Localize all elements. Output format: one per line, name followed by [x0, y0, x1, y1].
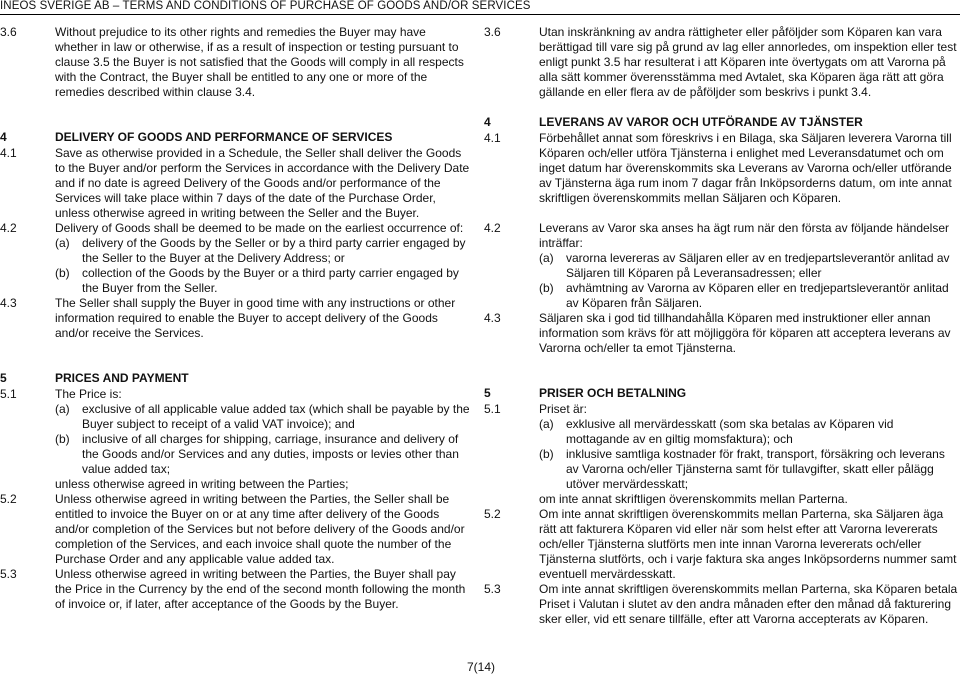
clause-number: 4.3	[0, 296, 17, 310]
clause-text: Leverans av Varor ska anses ha ägt rum när den första av följande händelser inträffar:	[539, 221, 950, 250]
section-title: PRISER OCH BETALNING	[539, 386, 687, 400]
clause-text: Förbehållet annat som föreskrivs i en Bilaga, ska Säljaren leverera Varorna till Köparen och/eller utföra Tjänsterna i enlighet med Leveransdatumet och om inget datum har överenskommits ska Leverans av Varorna och/eller utförande av Tjänsterna äga rum inom 7 dagar från Inköpsorderns datum, om inte annat skriftligen överenskommits mellan Säljaren och Köparen.	[539, 131, 952, 205]
sub-item-a	[55, 402, 470, 432]
clause-5-2	[484, 507, 960, 582]
clause-number: 5.3	[0, 567, 17, 581]
clause-text: Without prejudice to its other rights and remedies the Buyer may have whether in law or otherwise, if as a result of inspection or testing pursuant to clause 3.5 the Buyer is not satisfied that the Goods will comply in all respects with the Contract, the Buyer shall be entitled to any one or more of the remedies described within clause 3.4.	[55, 25, 464, 99]
clause-text: Unless otherwise agreed in writing between the Parties, the Seller shall be entitled to invoice the Buyer on or at any time after delivery of the Goods and/or completion of the Services but not before delivery of the Goods and/or completion of the Services, and each invoice shall quote the number of the Purchase Order and any applicable value added tax.	[55, 492, 465, 566]
sub-item-text: inklusive samtliga kostnader för frakt, transport, försäkring och leverans av Varorna och/eller Tjänsterna samt för tullavgifter, skatt eller pålägg utöver mervärdesskatt;	[566, 447, 945, 491]
clause-number: 5.3	[484, 582, 501, 596]
clause-text: The Seller shall supply the Buyer in good time with any instructions or other information required to enable the Buyer to accept delivery of the Goods and/or receive the Services.	[55, 296, 456, 340]
clause-number: 3.6	[0, 25, 17, 39]
clause-number: 4.2	[484, 221, 501, 235]
sub-item-text: exklusive all mervärdesskatt (som ska betalas av Köparen vid mottagande av en giltig momsfaktura); och	[566, 417, 894, 446]
sub-item-letter: (b)	[539, 447, 554, 461]
section-title: DELIVERY OF GOODS AND PERFORMANCE OF SERVICES	[55, 130, 393, 144]
clause-4-3	[484, 311, 960, 356]
clause-text: Om inte annat skriftligen överenskommits mellan Parterna, ska Köparen betala Priset i Valutan i slutet av den andra månaden efter den månad då fakturering sker eller, vid ett senare tillfälle, efter att Varorna accepterats av Köparen.	[539, 582, 958, 626]
sub-item-letter: (b)	[55, 266, 70, 280]
sub-item-a	[55, 236, 470, 266]
clause-text: Säljaren ska i god tid tillhandahålla Köparen med instruktioner eller annan information som krävs för att möjliggöra för köparen att acceptera leverans av Varorna och/eller ta emot Tjänsterna.	[539, 311, 951, 355]
sub-item-letter: (a)	[539, 251, 554, 265]
sub-item-letter: (a)	[55, 402, 70, 416]
clause-number: 5.2	[0, 492, 17, 506]
clause-number: 4.2	[0, 221, 17, 235]
clause-5-3	[484, 582, 960, 627]
section-title: LEVERANS AV VAROR OCH UTFÖRANDE AV TJÄNSTER	[539, 115, 863, 129]
clause-text: Priset är:	[539, 402, 588, 416]
clause-5-1	[0, 387, 470, 492]
clause-number: 5.1	[0, 387, 17, 401]
sub-item-a	[539, 417, 960, 447]
clause-number: 4.1	[0, 146, 17, 160]
sub-item-text: delivery of the Goods by the Seller or by a third party carrier engaged by the Seller to the Buyer at the Delivery Address; or	[82, 236, 466, 265]
clause-text: Save as otherwise provided in a Schedule, the Seller shall deliver the Goods to the Buyer and/or perform the Services in accordance with the Delivery Date and if no date is agreed Delivery of the Goods and/or performance of the Services will take place within 7 days of the date of the Purchase Order, unless otherwise agreed in writing between the Seller and the Buyer.	[55, 146, 470, 220]
sub-item-text: inclusive of all charges for shipping, carriage, insurance and delivery of the Goods and/or Services and any duties, imposts or levies other than value added tax;	[82, 432, 459, 476]
section-5-heading	[0, 371, 470, 386]
english-column	[0, 25, 470, 612]
clause-4-3	[0, 296, 470, 341]
clause-number: 5.1	[484, 402, 501, 416]
page-header: INEOS SVERIGE AB – TERMS AND CONDITIONS OF PURCHASE OF GOODS AND/OR SERVICES	[0, 0, 531, 12]
section-number: 4	[484, 115, 491, 129]
clause-5-1	[484, 402, 960, 507]
clause-3-6	[484, 25, 960, 100]
swedish-column	[484, 25, 960, 627]
sub-item-letter: (b)	[539, 281, 554, 295]
sub-item-text: avhämtning av Varorna av Köparen eller en tredjepartsleverantör anlitad av Köparen från Säljaren.	[566, 281, 949, 310]
clause-number: 3.6	[484, 25, 501, 39]
sub-item-a	[539, 251, 960, 281]
section-number: 5	[484, 386, 491, 400]
clause-4-2	[484, 221, 960, 311]
clause-text: Om inte annat skriftligen överenskommits mellan Parterna, ska Säljaren äga rätt att fakturera Köparen vid eller när som helst efter att Varorna levererats och/eller Tjänsterna slutförts men inte innan Varorna levererats och/eller Tjänsterna slutförts, och i varje faktura ska anges Inköpsorderns nummer samt eventuell mervärdesskatt.	[539, 507, 957, 581]
clause-4-1	[0, 146, 470, 221]
page-number: 7(14)	[467, 660, 496, 674]
clause-number: 4.3	[484, 311, 501, 325]
sub-item-letter: (a)	[539, 417, 554, 431]
clause-tail-text: unless otherwise agreed in writing between the Parties;	[55, 477, 349, 491]
sub-item-b	[539, 447, 960, 492]
clause-text: The Price is:	[55, 387, 122, 401]
sub-item-text: varorna levereras av Säljaren eller av en tredjepartsleverantör anlitad av Säljaren till Köparen på Leveransadressen; eller	[566, 251, 950, 280]
clause-5-3	[0, 567, 470, 612]
clause-3-6	[0, 25, 470, 100]
sub-item-letter: (a)	[55, 236, 70, 250]
clause-4-2	[0, 221, 470, 296]
clause-text: Unless otherwise agreed in writing between the Parties, the Buyer shall pay the Price in the Currency by the end of the second month following the month of invoice or, if later, after acceptance of the Goods by the Buyer.	[55, 567, 466, 611]
section-number: 4	[0, 130, 7, 144]
sub-item-b	[539, 281, 960, 311]
section-number: 5	[0, 371, 7, 385]
header-rule	[0, 14, 960, 15]
section-title: PRICES AND PAYMENT	[55, 371, 189, 385]
section-5-heading	[484, 386, 960, 401]
sub-item-letter: (b)	[55, 432, 70, 446]
sub-item-b	[55, 432, 470, 477]
clause-4-1	[484, 131, 960, 206]
clause-text: Utan inskränkning av andra rättigheter eller påföljder som Köparen kan vara berättigad till vare sig på grund av lag eller annorledes, om inspektion eller test enligt punkt 3.5 har resulterat i att Köparen inte övertygats om att Varorna på alla sätt kommer överensstämma med Avtalet, ska Köparen äga rätt att göra gällande en eller flera av de påföljder som beskrivs i punkt 3.4.	[539, 25, 957, 99]
section-4-heading	[484, 115, 960, 130]
sub-item-text: collection of the Goods by the Buyer or a third party carrier engaged by the Buyer from the Seller.	[82, 266, 459, 295]
section-4-heading	[0, 130, 470, 145]
clause-number: 5.2	[484, 507, 501, 521]
clause-text: Delivery of Goods shall be deemed to be made on the earliest occurrence of:	[55, 221, 464, 235]
clause-number: 4.1	[484, 131, 501, 145]
clause-5-2	[0, 492, 470, 567]
sub-item-b	[55, 266, 470, 296]
clause-tail-text: om inte annat skriftligen överenskommits mellan Parterna.	[539, 492, 848, 506]
sub-item-text: exclusive of all applicable value added tax (which shall be payable by the Buyer subject to receipt of a valid VAT invoice); and	[82, 402, 470, 431]
